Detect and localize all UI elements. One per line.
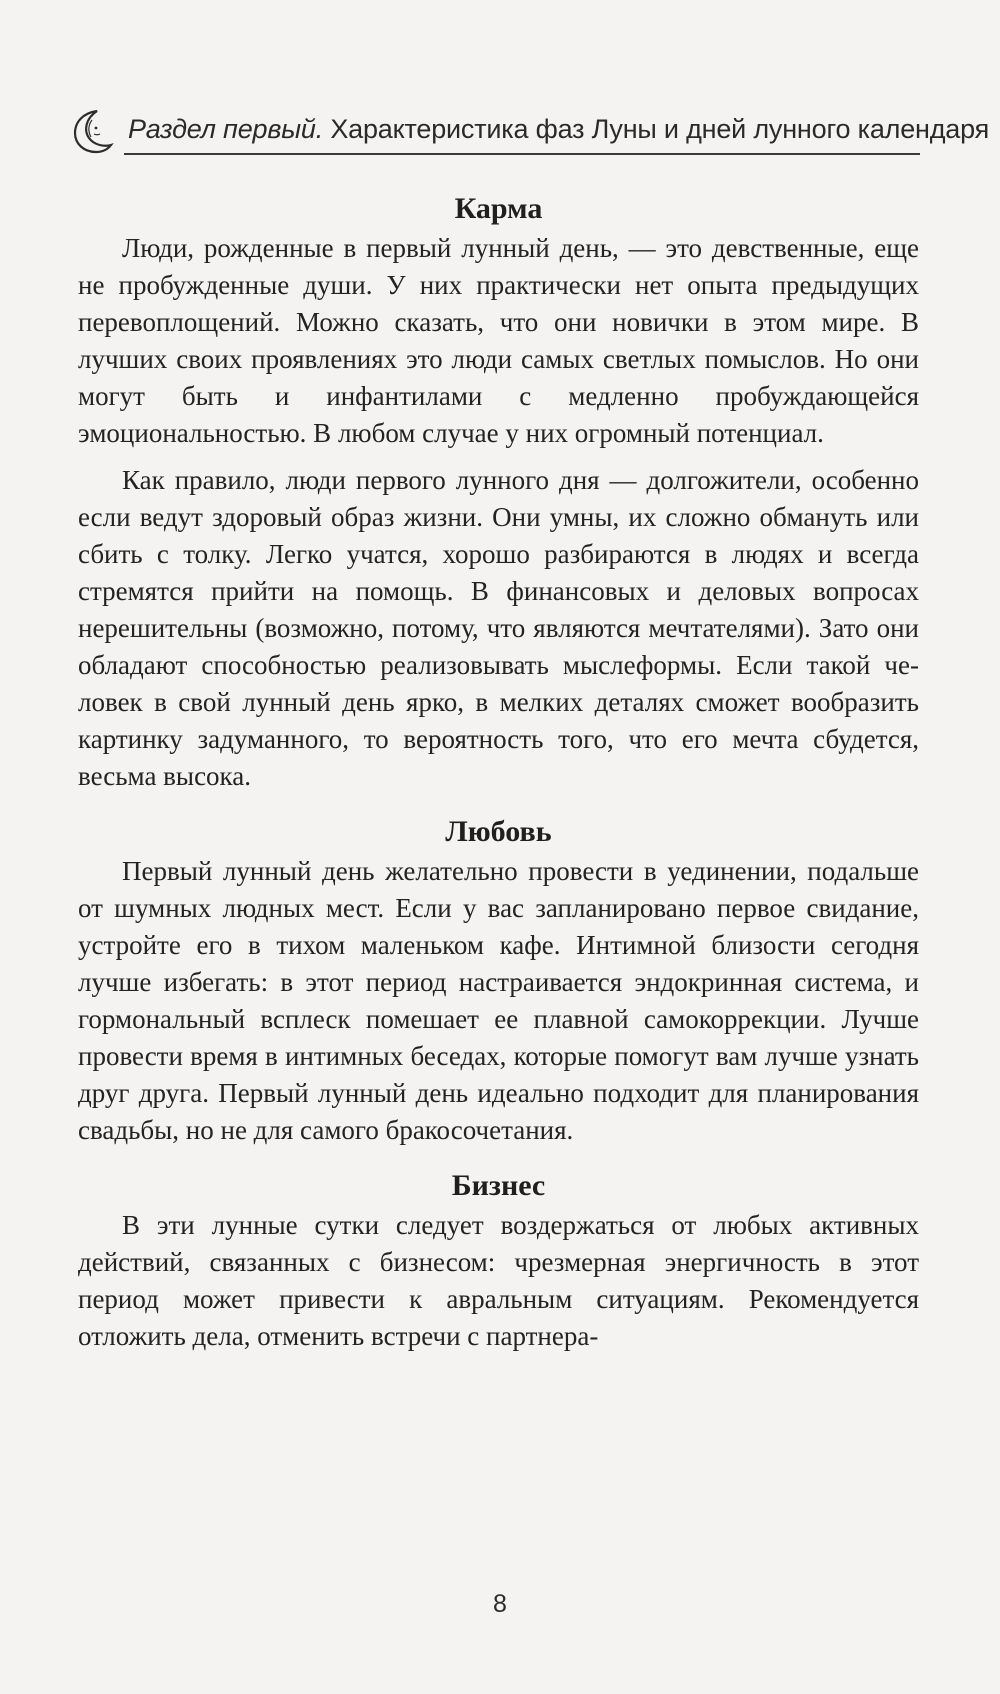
chapter-title: Характеристика фаз Луны и дней лунного календаря (330, 114, 990, 144)
paragraph-karma-2: Как правило, люди первого лунного дня — долгожители, особенно если ведут здоровый образ жизни. Они умны, их сложно обмануть или сбить с толку. Легко учатся, хорошо разбираются в людях и всегда стремятся прийти на помощь. В финансовых и деловых вопросах нерешительны (возможно, потому, что являются мечтателями). Зато они обладают способностью реализовывать мыслеформы. Если такой человек в свой лунный день ярко, в мелких деталях сможет вообразить картинку задуманного, то вероятность того, что его мечта сбудется, весьма высока. (78, 465, 919, 791)
crescent-moon-icon (72, 108, 114, 154)
heading-karma: Карма (454, 192, 543, 225)
section-label: Раздел первый. (128, 114, 324, 144)
page-number: 8 (493, 1590, 507, 1618)
running-header (72, 104, 990, 154)
header-rule (124, 153, 920, 155)
heading-business: Бизнес (451, 1169, 546, 1202)
page-content (78, 188, 919, 1355)
paragraph-business-1: В эти лунные сутки следует воздержаться от любых активных действий, связанных с бизнесом: чрезмерная энергичность в этот период может привести к авральным ситуациям. Рекомендуется отложить дела, отменить встречи с партнера- (78, 1210, 919, 1351)
heading-love: Любовь (445, 815, 552, 848)
paragraph-karma-1: Люди, рожденные в первый лунный день, — это девственные, еще не пробужденные души. У них практически нет опыта предыдущих перевоплощений. Можно сказать, что они новички в этом мире. В лучших своих проявлениях это люди самых светлых помыслов. Но они могут быть и инфантилами с медленно пробуждающейся эмоциональностью. В любом случае у них огромный потенциал. (78, 233, 919, 448)
running-header-text (128, 114, 989, 144)
paragraph-love-1: Первый лунный день желательно провести в уединении, подальше от шумных людных мест. Если у вас запланировано первое свидание, устройте его в тихом маленьком кафе. Интимной близости сегодня лучше избегать: в этот период настраивается эндокринная система, и гормональный всплеск помешает ее плавной самокоррекции. Лучше провести время в интимных беседах, которые помогут вам лучше узнать друг друга. Первый лунный день идеально подходит для планирования свадьбы, но не для самого бракосочетания. (78, 856, 919, 1145)
